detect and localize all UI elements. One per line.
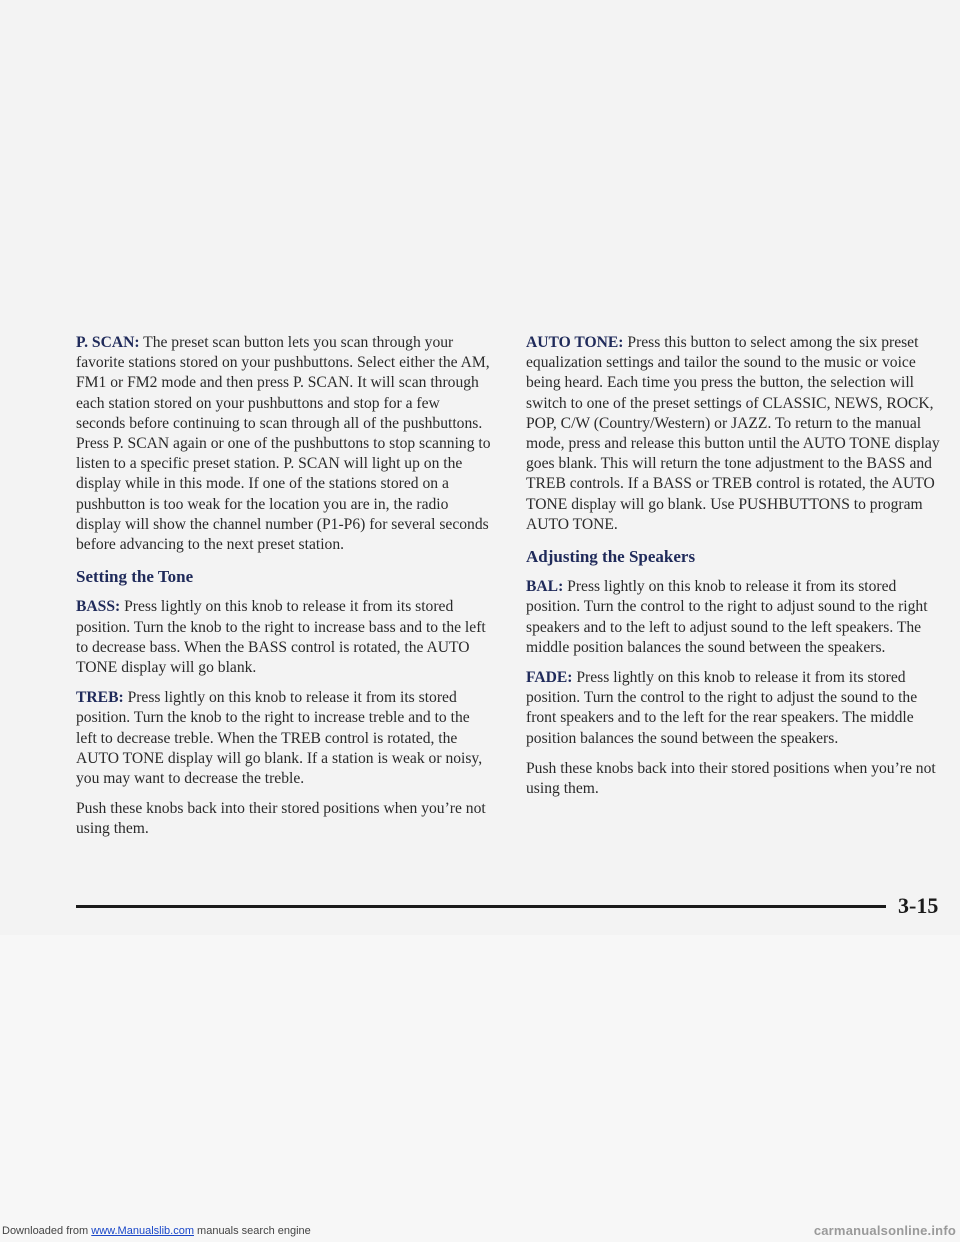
fade-text: Press lightly on this knob to release it from its stored position. Turn the control to the right to adjust the sound to the front speakers and to the left for the rear speakers. The middle position balances the sound between the speakers. [526, 669, 918, 747]
fade-label: FADE: [526, 669, 573, 687]
manualslib-link[interactable]: www.Manualslib.com [91, 1225, 194, 1237]
treb-paragraph [76, 688, 492, 789]
auto-tone-text: Press this button to select among the six preset equalization settings and tailor the sound to the music or voice being heard. Each time you press the button, the selection will switch to one of the preset settings of CLASSIC, NEWS, ROCK, POP, C/W (Country/Western) or JAZZ. To return to the manual mode, press and release this button until the AUTO TONE display goes blank. This will return the tone adjustment to the BASS and TREB controls. If a BASS or TREB control is rotated, the AUTO TONE display will go blank. Use PUSHBUTTONS to program AUTO TONE. [526, 334, 940, 533]
download-credit [2, 1225, 311, 1237]
pscan-paragraph [76, 333, 492, 555]
auto-tone-paragraph [526, 333, 946, 535]
pscan-label: P. SCAN: [76, 334, 140, 351]
setting-the-tone-heading: Setting the Tone [76, 567, 194, 587]
bal-label: BAL: [526, 578, 564, 596]
pscan-text: The preset scan button lets you scan through your favorite stations stored on your pushbuttons. Select either the AM, FM1 or FM2 mode and then press P. SCAN. It will scan through each station stored on your pushbuttons and stop for a few seconds before continuing to scan through all of the pushbuttons. Press P. SCAN again or one of the pushbuttons to stop scanning to listen to a specific preset station. P. SCAN will light up on the display while in this mode. If one of the stations stored on a pushbutton is too weak for the location you are in, the radio display will show the channel number (P1-P6) for several seconds before advancing to the next preset station. [76, 334, 491, 554]
treb-text: Press lightly on this knob to release it from its stored position. Turn the knob to the right to increase treble and to the left to decrease treble. When the TREB control is rotated, the AUTO TONE display will go blank. If a station is weak or noisy, you may want to decrease the treble. [76, 689, 483, 788]
adjusting-the-speakers-heading: Adjusting the Speakers [526, 547, 696, 567]
left-closing-paragraph: Push these knobs back into their stored positions when you’re not using them. [76, 800, 486, 838]
right-closing-paragraph: Push these knobs back into their stored positions when you’re not using them. [526, 759, 936, 798]
treb-label: TREB: [76, 689, 124, 707]
bal-text: Press lightly on this knob to release it from its stored position. Turn the control to the right to adjust sound to the right speakers and to the left to adjust sound to the left speakers. The middle position balances the sound between the speakers. [526, 578, 928, 656]
page-number: 3-15 [898, 893, 939, 918]
bass-text: Press lightly on this knob to release it from its stored position. Turn the knob to the right to increase bass and to the left to decrease bass. When the BASS control is rotated, the AUTO TONE display will go blank. [76, 598, 486, 677]
download-suffix: manuals search engine [193, 1225, 311, 1237]
watermark-text: carmanualsonline.info [813, 1223, 956, 1238]
right-column [526, 333, 946, 809]
left-column [76, 333, 492, 850]
auto-tone-label: AUTO TONE: [526, 334, 624, 351]
fade-paragraph [526, 668, 946, 749]
bal-paragraph [526, 577, 946, 658]
bass-paragraph [76, 597, 492, 678]
footer-rule [76, 905, 886, 908]
download-prefix: Downloaded from [2, 1225, 92, 1237]
download-footer [0, 1223, 960, 1242]
bass-label: BASS: [76, 598, 121, 616]
